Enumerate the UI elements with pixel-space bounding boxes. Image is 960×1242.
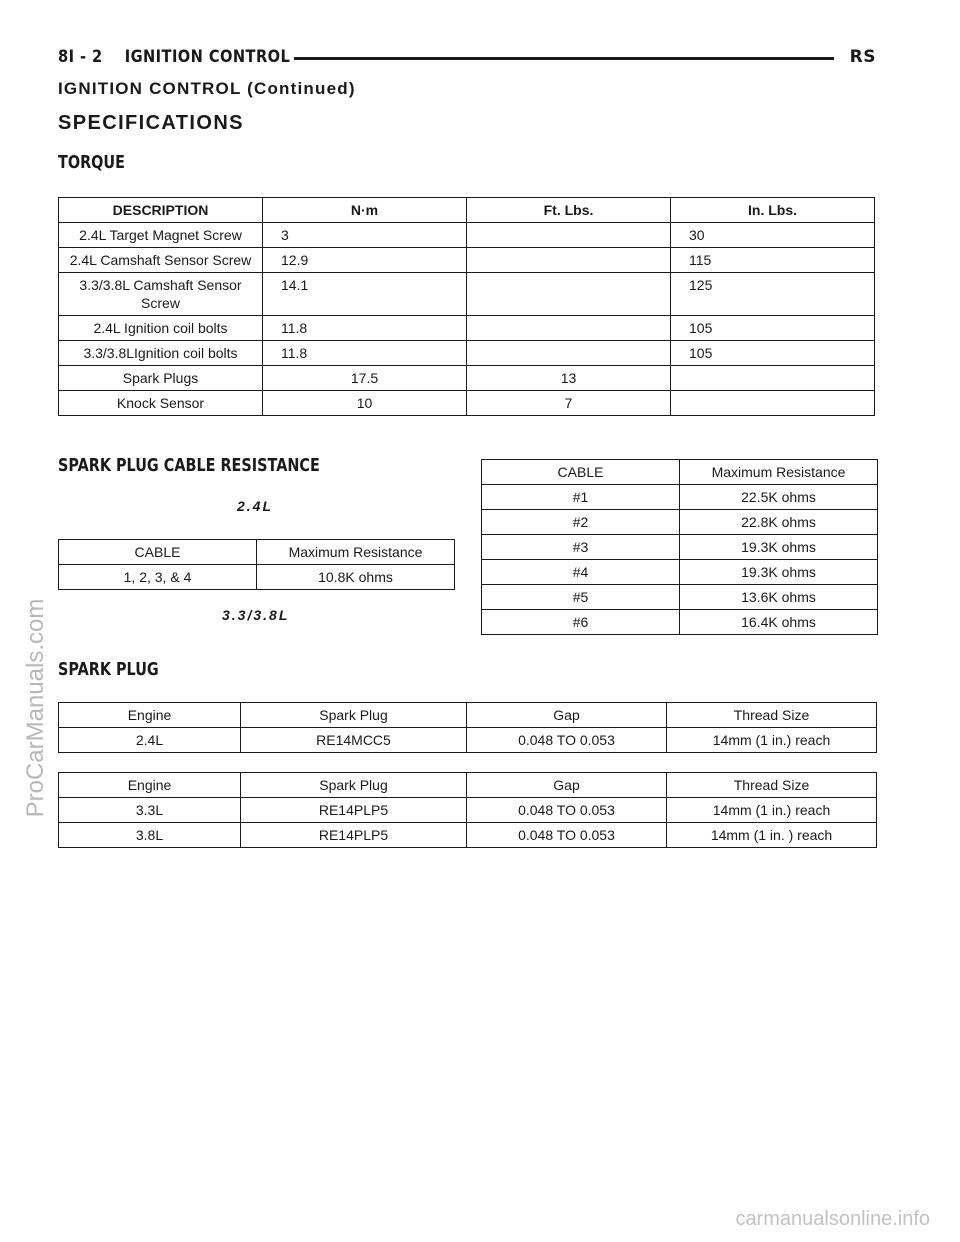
- table-row: [59, 823, 877, 848]
- torque-table: [58, 197, 875, 416]
- torque-cell: 30: [671, 223, 875, 248]
- spark-2-cell: RE14PLP5: [241, 798, 467, 823]
- spark-1-col-plug: Spark Plug: [241, 703, 467, 728]
- cable-33-cell: #4: [482, 560, 680, 585]
- cable-33-cell: #2: [482, 510, 680, 535]
- torque-col-nm: N·m: [263, 198, 467, 223]
- torque-cell: 125: [671, 273, 875, 316]
- spark-1-header-row: [59, 703, 877, 728]
- spark-1-cell: 14mm (1 in.) reach: [667, 728, 877, 753]
- spark-plug-table-2: [58, 772, 877, 848]
- spark-1-col-engine: Engine: [59, 703, 241, 728]
- cable-33-cell: #3: [482, 535, 680, 560]
- cable-33-cell: 22.5K ohms: [680, 485, 878, 510]
- header-left: [58, 47, 290, 67]
- cable-33-cell: #5: [482, 585, 680, 610]
- torque-cell: Knock Sensor: [59, 391, 263, 416]
- table-row: [59, 798, 877, 823]
- torque-cell: Spark Plugs: [59, 366, 263, 391]
- cable-24-header-row: [59, 540, 455, 565]
- torque-cell: 7: [467, 391, 671, 416]
- cable-resistance-title: SPARK PLUG CABLE RESISTANCE: [58, 455, 320, 476]
- cable-table-3-3-3-8l: [481, 459, 878, 635]
- torque-cell: 12.9: [263, 248, 467, 273]
- spark-1-col-thread: Thread Size: [667, 703, 877, 728]
- spark-2-cell: 3.8L: [59, 823, 241, 848]
- table-row: [482, 510, 878, 535]
- cable-24-cell: 1, 2, 3, & 4: [59, 565, 257, 590]
- torque-col-inlbs: In. Lbs.: [671, 198, 875, 223]
- torque-cell: 14.1: [263, 273, 467, 316]
- table-row: [482, 610, 878, 635]
- torque-cell: 13: [467, 366, 671, 391]
- cable-33-cell: #6: [482, 610, 680, 635]
- torque-cell: [671, 391, 875, 416]
- torque-cell: 105: [671, 341, 875, 366]
- table-row: [59, 223, 875, 248]
- continued-heading: IGNITION CONTROL (Continued): [58, 79, 356, 98]
- torque-cell: [467, 223, 671, 248]
- spark-plug-title: SPARK PLUG: [58, 659, 159, 680]
- spark-2-header-row: [59, 773, 877, 798]
- torque-cell: [467, 273, 671, 316]
- cable-24-col-cable: CABLE: [59, 540, 257, 565]
- spark-plug-table-1: [58, 702, 877, 753]
- spark-2-cell: 0.048 TO 0.053: [467, 798, 667, 823]
- table-row: [59, 565, 455, 590]
- torque-cell: [467, 341, 671, 366]
- spark-2-col-plug: Spark Plug: [241, 773, 467, 798]
- spark-2-cell: 0.048 TO 0.053: [467, 823, 667, 848]
- spark-2-col-engine: Engine: [59, 773, 241, 798]
- specifications-title: SPECIFICATIONS: [58, 112, 244, 134]
- table-row: [482, 585, 878, 610]
- table-row: [482, 535, 878, 560]
- table-row: [59, 273, 875, 316]
- table-row: [59, 728, 877, 753]
- header-code: RS: [849, 47, 876, 67]
- torque-cell: 11.8: [263, 316, 467, 341]
- cable-33-col-resistance: Maximum Resistance: [680, 460, 878, 485]
- torque-cell: 11.8: [263, 341, 467, 366]
- spark-1-cell: 0.048 TO 0.053: [467, 728, 667, 753]
- label-3-3-3-8l: 3.3/3.8L: [222, 607, 290, 623]
- spark-1-cell: 2.4L: [59, 728, 241, 753]
- spark-2-cell: 14mm (1 in. ) reach: [667, 823, 877, 848]
- torque-cell: 2.4L Target Magnet Screw: [59, 223, 263, 248]
- page-header: [58, 47, 876, 71]
- section-number: 8I - 2: [58, 47, 103, 67]
- table-row: [59, 341, 875, 366]
- torque-cell: [671, 366, 875, 391]
- footer-watermark: carmanualsonline.info: [735, 1208, 930, 1230]
- torque-cell: 17.5: [263, 366, 467, 391]
- torque-cell: [467, 248, 671, 273]
- side-watermark-text: ProCarManuals.com: [22, 598, 49, 818]
- side-watermark: [10, 508, 62, 908]
- spark-2-cell: RE14PLP5: [241, 823, 467, 848]
- cable-33-cell: 16.4K ohms: [680, 610, 878, 635]
- cable-33-cell: 19.3K ohms: [680, 560, 878, 585]
- cable-33-col-cable: CABLE: [482, 460, 680, 485]
- torque-cell: 115: [671, 248, 875, 273]
- cable-33-cell: 13.6K ohms: [680, 585, 878, 610]
- torque-cell: 10: [263, 391, 467, 416]
- table-row: [482, 560, 878, 585]
- table-row: [59, 366, 875, 391]
- table-row: [482, 485, 878, 510]
- torque-cell: 2.4L Ignition coil bolts: [59, 316, 263, 341]
- cable-33-cell: 19.3K ohms: [680, 535, 878, 560]
- torque-cell: 105: [671, 316, 875, 341]
- header-rule: [294, 57, 834, 60]
- table-row: [59, 391, 875, 416]
- torque-cell: 3.3/3.8L Camshaft Sensor Screw: [59, 273, 263, 316]
- torque-cell: [467, 316, 671, 341]
- cable-33-cell: #1: [482, 485, 680, 510]
- torque-col-ftlbs: Ft. Lbs.: [467, 198, 671, 223]
- table-row: [59, 248, 875, 273]
- cable-33-header-row: [482, 460, 878, 485]
- spark-2-col-gap: Gap: [467, 773, 667, 798]
- spark-1-cell: RE14MCC5: [241, 728, 467, 753]
- torque-cell: 3: [263, 223, 467, 248]
- cable-table-2-4l: [58, 539, 455, 590]
- torque-header-row: [59, 198, 875, 223]
- spark-2-cell: 3.3L: [59, 798, 241, 823]
- torque-col-description: DESCRIPTION: [59, 198, 263, 223]
- torque-cell: 3.3/3.8LIgnition coil bolts: [59, 341, 263, 366]
- torque-title: TORQUE: [58, 152, 125, 173]
- table-row: [59, 316, 875, 341]
- cable-33-cell: 22.8K ohms: [680, 510, 878, 535]
- spark-2-cell: 14mm (1 in.) reach: [667, 798, 877, 823]
- header-title: IGNITION CONTROL: [124, 47, 291, 67]
- label-2-4l: 2.4L: [237, 498, 274, 514]
- cable-24-cell: 10.8K ohms: [257, 565, 455, 590]
- cable-24-col-resistance: Maximum Resistance: [257, 540, 455, 565]
- torque-cell: 2.4L Camshaft Sensor Screw: [59, 248, 263, 273]
- spark-2-col-thread: Thread Size: [667, 773, 877, 798]
- spark-1-col-gap: Gap: [467, 703, 667, 728]
